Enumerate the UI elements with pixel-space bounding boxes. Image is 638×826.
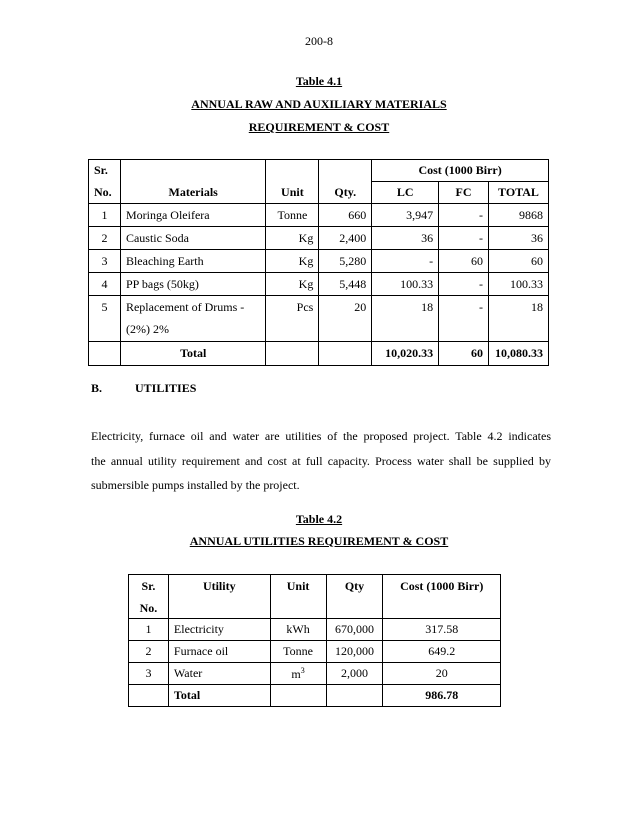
table1-subtitle-1: ANNUAL RAW AND AUXILIARY MATERIALS [191,97,447,111]
table-row: 1 Electricity kWh 670,000 317.58 [129,619,501,641]
header-qty: Qty [326,575,383,619]
table1-header-row-1 [89,160,549,182]
header-unit: Unit [270,575,326,619]
header-fc: FC [439,182,489,204]
header-cost: Cost (1000 Birr) [372,160,549,182]
table-row: 5 Replacement of Drums - (2%) 2% Pcs 20 18 - 18 [89,296,549,342]
header-qty: Qty. [319,182,372,204]
utilities-paragraph: Electricity, furnace oil and water are utilities of the proposed project. Table 4.2 indicates the annual utility requirement and cost at full capacity. Process water shall be supplied by submersible pumps installed by the project. [91,429,551,492]
materials-table [88,159,549,366]
utilities-table [128,574,501,707]
table2-header-row [129,575,501,619]
table-total-row: Total 10,020.33 60 10,080.33 [89,342,549,366]
section-title: UTILITIES [135,381,197,395]
section-letter: B. [91,381,103,395]
table-row: 2 Caustic Soda Kg 2,400 36 - 36 [89,227,549,250]
page-number: 200-8 [305,34,333,48]
header-utility: Utility [168,575,270,619]
header-lc: LC [372,182,439,204]
table-total-row: Total 986.78 [129,685,501,707]
table-row: 3 Water $m^3$ 2,000 20 [129,663,501,685]
table-row: 1 Moringa Oleifera Tonne 660 3,947 - 9868 [89,204,549,227]
header-total: TOTAL [488,182,548,204]
header-cost: Cost (1000 Birr) [383,575,501,619]
table-row: 2 Furnace oil Tonne 120,000 649.2 [129,641,501,663]
table2-title: Table 4.2 [295,512,343,526]
table1-subtitle-2: REQUIREMENT & COST [248,120,390,134]
table-row: 3 Bleaching Earth Kg 5,280 - 60 60 [89,250,549,273]
table1-title: Table 4.1 [295,74,343,88]
header-no: No. [89,182,121,204]
header-unit: Unit [266,182,319,204]
table2-subtitle: ANNUAL UTILITIES REQUIREMENT & COST [189,534,449,548]
header-materials: Materials [120,182,265,204]
header-sr: Sr. [141,579,156,593]
table1-header-row-2 [89,182,549,204]
header-sr: Sr. [89,160,121,182]
table-row: 4 PP bags (50kg) Kg 5,448 100.33 - 100.33 [89,273,549,296]
header-no: No. [139,601,158,615]
